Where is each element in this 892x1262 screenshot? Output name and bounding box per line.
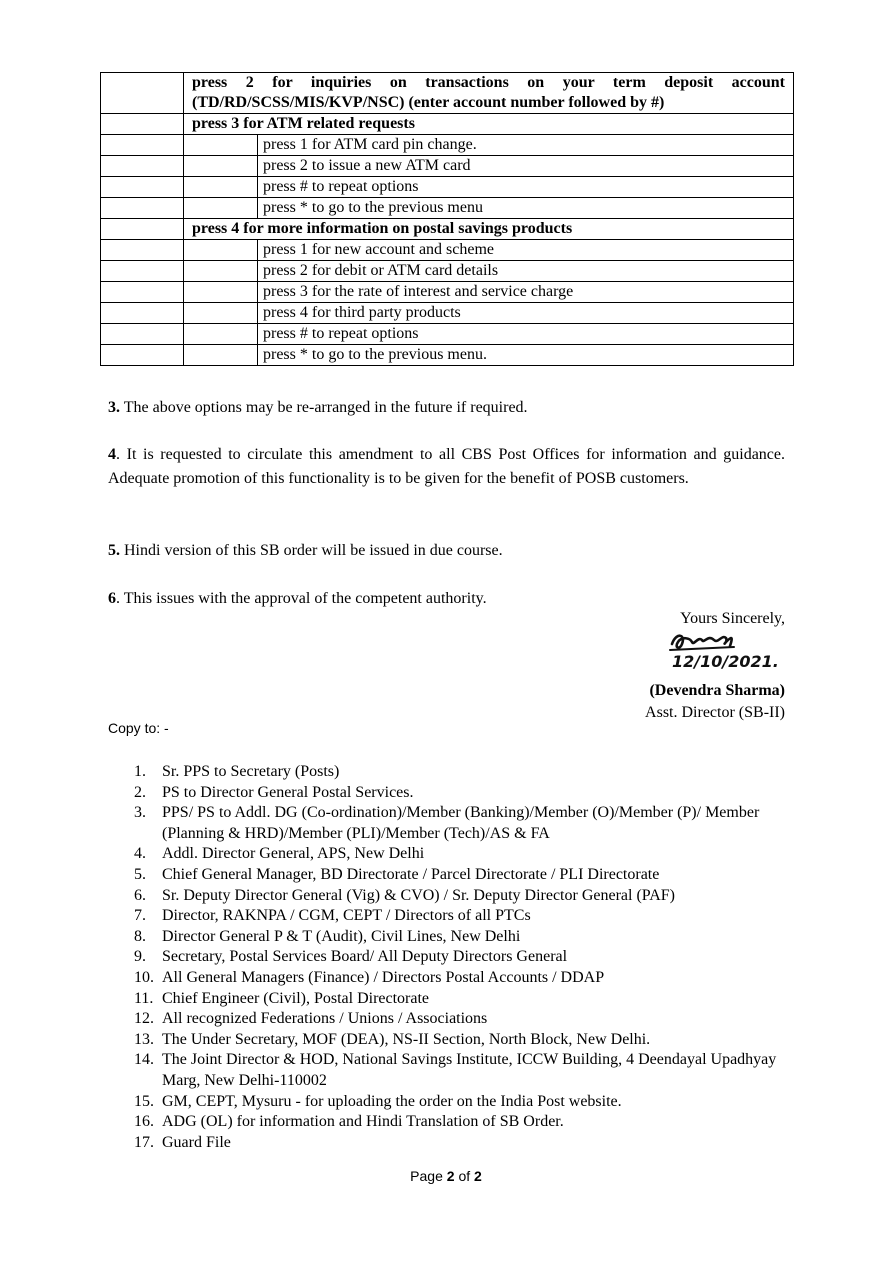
table-cell-empty: [101, 324, 184, 345]
menu-option: press # to repeat options: [258, 177, 794, 198]
current-page: 2: [446, 1168, 455, 1184]
list-item: [134, 762, 794, 783]
list-item: [134, 927, 794, 948]
list-item-text: Director General P & T (Audit), Civil Lines, New Delhi: [162, 927, 521, 945]
list-item: [134, 1092, 794, 1113]
list-item: [134, 803, 794, 844]
table-row-option: [101, 198, 794, 219]
menu-option: press * to go to the previous menu.: [258, 345, 794, 366]
list-item-text: Sr. Deputy Director General (Vig) & CVO) / Sr. Deputy Director General (PAF): [162, 886, 675, 904]
table-cell-empty: [101, 345, 184, 366]
table-row-heading: [101, 73, 794, 114]
menu-option: press 4 for third party products: [258, 303, 794, 324]
list-item-number: 5.: [134, 865, 146, 883]
list-item: [134, 1030, 794, 1051]
table-row-option: [101, 282, 794, 303]
list-item-number: 1.: [134, 763, 146, 780]
list-item-number: 17.: [134, 1133, 154, 1151]
table-cell-empty: [101, 156, 184, 177]
copy-to-list: [134, 762, 794, 1153]
table-row-option: [101, 240, 794, 261]
list-item-number: 10.: [134, 968, 154, 986]
list-item-number: 7.: [134, 907, 146, 925]
list-item: [134, 1112, 794, 1133]
table-cell-empty: [184, 156, 258, 177]
list-item-text: Guard File: [162, 1133, 231, 1151]
signatory-name: (Devendra Sharma): [649, 682, 785, 699]
list-item-text: All recognized Federations / Unions / Associations: [162, 1010, 488, 1028]
table-cell-empty: [101, 261, 184, 282]
menu-section-heading-line2: (TD/RD/SCSS/MIS/KVP/NSC) (enter account number followed by #): [192, 94, 665, 111]
menu-option: press 2 for debit or ATM card details: [258, 261, 794, 282]
paragraph-5: 5. Hindi version of this SB order will be issued in due course.: [108, 542, 503, 559]
table-cell-empty: [184, 240, 258, 261]
menu-option: press 1 for ATM card pin change.: [258, 135, 794, 156]
list-item-number: 4.: [134, 845, 146, 863]
list-item: [134, 844, 794, 865]
table-row-option: [101, 156, 794, 177]
table-cell-empty: [184, 324, 258, 345]
list-item-text: Director, RAKNPA / CGM, CEPT / Directors of all PTCs: [162, 907, 531, 925]
signatory-designation: Asst. Director (SB-II): [645, 704, 785, 721]
list-item-text: All General Managers (Finance) / Directors Postal Accounts / DDAP: [162, 968, 605, 986]
salutation: Yours Sincerely,: [680, 610, 785, 627]
table-cell-empty: [101, 73, 184, 114]
list-item-number: 12.: [134, 1010, 154, 1028]
table-row-option: [101, 261, 794, 282]
list-item: [134, 947, 794, 968]
table-row-option: [101, 303, 794, 324]
menu-option: press 3 for the rate of interest and service charge: [258, 282, 794, 303]
menu-option: press 1 for new account and scheme: [258, 240, 794, 261]
list-item-text: Addl. Director General, APS, New Delhi: [162, 845, 425, 863]
list-item-text: GM, CEPT, Mysuru - for uploading the order on the India Post website.: [162, 1092, 622, 1110]
list-item-text: PS to Director General Postal Services.: [162, 783, 414, 801]
list-item: [134, 865, 794, 886]
table-cell-empty: [101, 114, 184, 135]
list-item-text: Secretary, Postal Services Board/ All Deputy Directors General: [162, 948, 568, 966]
table-cell-empty: [184, 135, 258, 156]
list-item-number: 9.: [134, 948, 146, 966]
table-cell-empty: [101, 303, 184, 324]
page-footer: Page 2 of 2: [410, 1168, 482, 1184]
list-item-text: The Under Secretary, MOF (DEA), NS-II Section, North Block, New Delhi.: [162, 1030, 651, 1048]
menu-section-heading-line1: press 2 for inquiries on transactions on your term deposit account: [192, 74, 785, 91]
list-item-number: 6.: [134, 886, 146, 904]
menu-section-heading: press 3 for ATM related requests: [184, 114, 794, 135]
table-cell-empty: [101, 135, 184, 156]
list-item-number: 14.: [134, 1051, 154, 1069]
signature-date: 12/10/2021.: [672, 652, 779, 671]
list-item-number: 3.: [134, 804, 146, 822]
list-item: [134, 989, 794, 1010]
list-item-text: ADG (OL) for information and Hindi Translation of SB Order.: [162, 1113, 564, 1131]
list-item: [134, 783, 794, 804]
table-cell-empty: [184, 198, 258, 219]
menu-option: press 2 to issue a new ATM card: [258, 156, 794, 177]
table-cell-empty: [101, 219, 184, 240]
list-item-text: The Joint Director & HOD, National Savings Institute, ICCW Building, 4 Deendayal Upadhyay Marg, New Delhi-110002: [162, 1051, 777, 1089]
table-cell-empty: [184, 282, 258, 303]
list-item-text: Chief Engineer (Civil), Postal Directorate: [162, 989, 430, 1007]
list-item-text: Chief General Manager, BD Directorate / Parcel Directorate / PLI Directorate: [162, 865, 660, 883]
table-row-option: [101, 135, 794, 156]
list-item-number: 16.: [134, 1113, 154, 1131]
list-item: [134, 1050, 794, 1091]
table-row-option: [101, 177, 794, 198]
list-item-text: PPS/ PS to Addl. DG (Co-ordination)/Member (Banking)/Member (O)/Member (P)/ Member (Planning & HRD)/Member (PLI)/Member (Tech)/AS & FA: [162, 804, 760, 842]
table-cell-empty: [101, 198, 184, 219]
paragraph-4: 4. It is requested to circulate this amendment to all CBS Post Offices for information and guidance. Adequate promotion of this functionality is to be given for the benefit of POSB customers.: [108, 446, 785, 487]
list-item: [134, 1133, 794, 1154]
signature-scribble: [668, 628, 788, 672]
table-row-option: [101, 345, 794, 366]
table-cell-empty: [184, 261, 258, 282]
table-row-heading: [101, 219, 794, 240]
list-item-number: 11.: [134, 989, 154, 1007]
list-item: [134, 1009, 794, 1030]
table-cell-empty: [184, 345, 258, 366]
table-cell-empty: [101, 177, 184, 198]
paragraph-3: 3. The above options may be re-arranged in the future if required.: [108, 399, 528, 416]
menu-option: press # to repeat options: [258, 324, 794, 345]
list-item-number: 8.: [134, 927, 146, 945]
copy-to-label: Copy to: -: [108, 720, 169, 736]
menu-section-heading: press 4 for more information on postal savings products: [184, 219, 794, 240]
list-item-text: Sr. PPS to Secretary (Posts): [162, 763, 340, 780]
handwritten-signature: [668, 628, 788, 677]
paragraph-6: 6. This issues with the approval of the competent authority.: [108, 590, 487, 607]
list-item-number: 15.: [134, 1092, 154, 1110]
list-item-number: 2.: [134, 783, 146, 801]
table-cell-empty: [101, 282, 184, 303]
table-cell-empty: [184, 303, 258, 324]
list-item: [134, 968, 794, 989]
total-pages: 2: [474, 1168, 482, 1184]
table-row-heading: [101, 114, 794, 135]
table-cell-empty: [184, 177, 258, 198]
table-row-option: [101, 324, 794, 345]
table-cell-empty: [101, 240, 184, 261]
list-item: [134, 886, 794, 907]
list-item-number: 13.: [134, 1030, 154, 1048]
ivr-menu-table: [100, 72, 794, 366]
ivr-menu-table-body: [101, 73, 794, 366]
list-item: [134, 906, 794, 927]
menu-option: press * to go to the previous menu: [258, 198, 794, 219]
menu-section-heading: [184, 73, 794, 114]
